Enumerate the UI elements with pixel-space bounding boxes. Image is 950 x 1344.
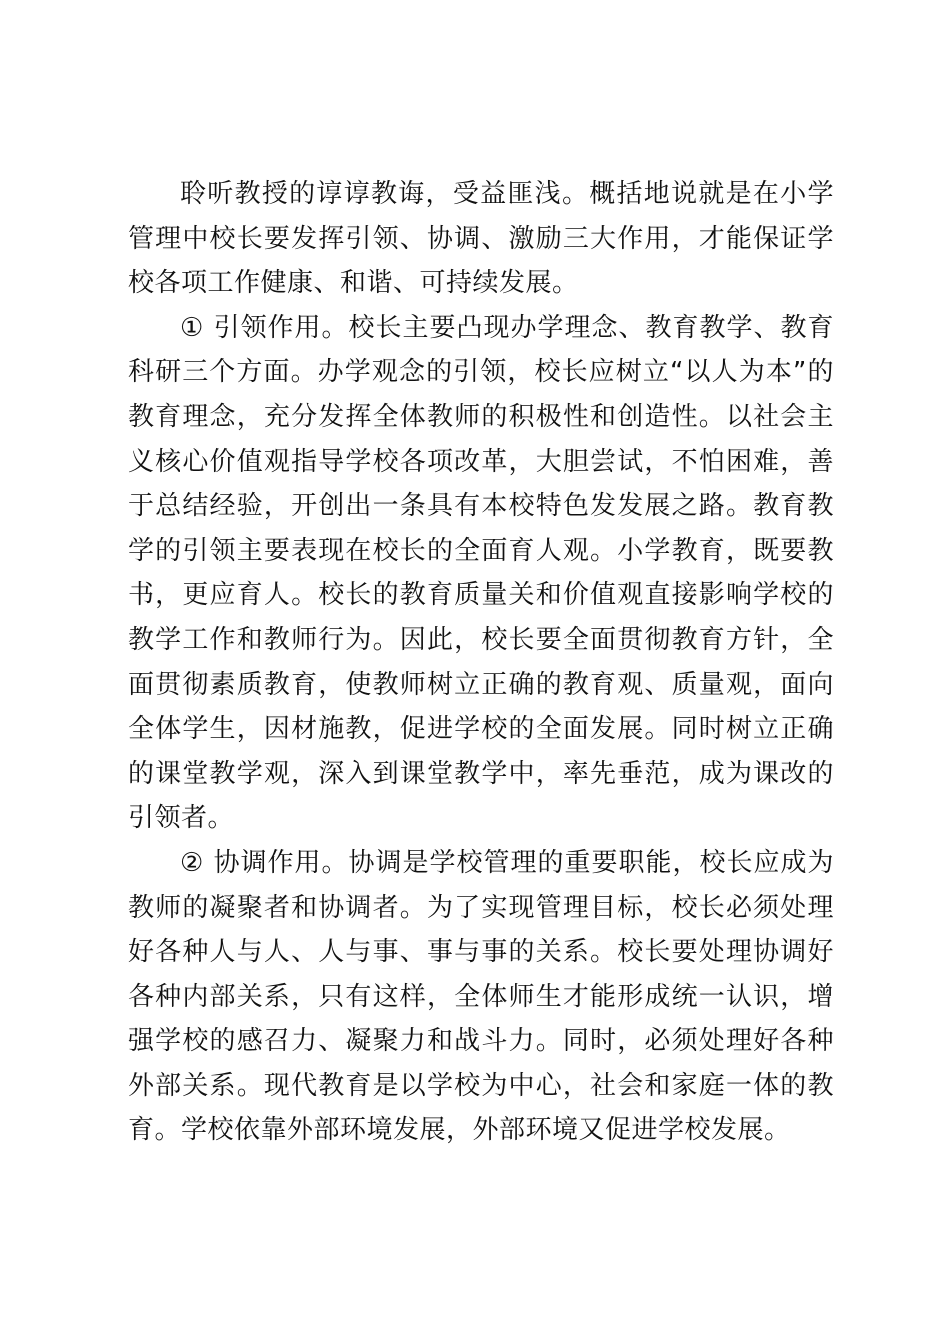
paragraph-leading-role: ① 引领作用。校长主要凸现办学理念、教育教学、教育科研三个方面。办学观念的引领，校长应树立“以人为本”的教育理念，充分发挥全体教师的积极性和创造性。以社会主义核心价值观指导学校各项改革，大胆尝试，不怕困难，善于总结经验，开创出一条具有本校特色发发展之路。教育教学的引领主要表现在校长的全面育人观。小学教育，既要教书，更应育人。校长的教育质量关和价值观直接影响学校的教学工作和教师行为。因此，校长要全面贯彻教育方针，全面贯彻素质教育，使教师树立正确的教育观、质量观，面向全体学生，因材施教，促进学校的全面发展。同时树立正确的课堂教学观，深入到课堂教学中，率先垂范，成为课改的引领者。: [128, 312, 834, 834]
document-body: [128, 172, 834, 1153]
paragraph-coordinating-role: ② 协调作用。协调是学校管理的重要职能，校长应成为教师的凝聚者和协调者。为了实现管理目标，校长必须处理好各种人与人、人与事、事与事的关系。校长要处理协调好各种内部关系，只有这样，全体师生才能形成统一认识，增强学校的感召力、凝聚力和战斗力。同时，必须处理好各种外部关系。现代教育是以学校为中心，社会和家庭一体的教育。学校依靠外部环境发展，外部环境又促进学校发展。: [128, 847, 834, 1146]
paragraph-intro: 聆听教授的谆谆教诲，受益匪浅。概括地说就是在小学管理中校长要发挥引领、协调、激励三大作用，才能保证学校各项工作健康、和谐、可持续发展。: [128, 179, 834, 299]
